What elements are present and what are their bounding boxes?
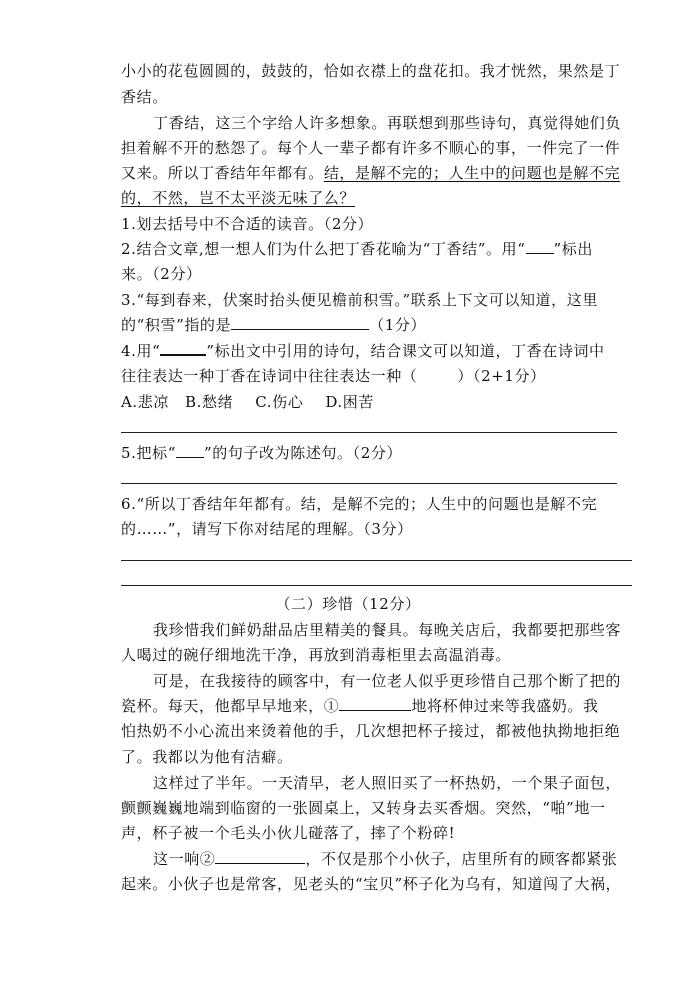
question-text: 2.结合文章,想一想人们为什么把丁香花喻为“丁香结”。用“ xyxy=(121,240,526,258)
passage-line: 小小的花苞圆圆的，鼓鼓的，恰如衣襟上的盘花扣。我才恍然，果然是丁 xyxy=(121,62,621,80)
question-text: 5.把标“ xyxy=(121,444,176,462)
passage-line xyxy=(153,846,673,872)
answer-line[interactable] xyxy=(121,560,632,561)
passage-line: 这样过了半年。一天清早，老人照旧买了一杯热奶，一个果子面包， xyxy=(153,774,622,792)
passage-line: 了。我都以为他有洁癖。 xyxy=(121,748,293,766)
answer-blank-2[interactable] xyxy=(215,847,305,864)
mark-symbol xyxy=(176,441,204,458)
question-4-cont xyxy=(121,363,641,389)
passage-line: 我珍惜我们鲜奶甜品店里精美的餐具。每晚关店后，我都要把那些客 xyxy=(153,621,622,639)
question-text: （1分） xyxy=(369,316,427,334)
question-text: 的“积雪”指的是 xyxy=(121,316,232,334)
option-d[interactable]: D.困苦 xyxy=(325,393,375,411)
underlined-sentence: 的，不然，岂不太平淡无味了么？ xyxy=(121,189,356,207)
passage-text: 瓷杯。每天，他都早早地来，① xyxy=(121,697,340,715)
question-1: 1.划去括号中不合适的读音。（2分） xyxy=(121,215,374,233)
option-c[interactable]: C.伤心 xyxy=(255,393,304,411)
answer-line[interactable] xyxy=(121,432,617,433)
underlined-sentence: 结，是解不完的；人生中的问题也是解不完 xyxy=(323,164,621,182)
question-text: ”的句子改为陈述句。（2分） xyxy=(203,444,403,462)
passage-line: 声，杯子被一个毛头小伙儿碰落了，摔了个粉碎! xyxy=(121,824,456,842)
passage-line: 起来。小伙子也是常客，见老头的“宝贝”杯子化为乌有，知道闯了大祸， xyxy=(121,875,622,893)
question-text: ”标出文中引用的诗句，结合课文可以知道，丁香在诗词中 xyxy=(206,342,605,360)
passage-line: 担着解不开的愁怨了。每个人一辈子都有许多不顺心的事，一件完了一件 xyxy=(121,139,621,157)
question-2-cont: 来。（2分） xyxy=(121,265,202,283)
section-title: （二）珍惜（12分） xyxy=(275,595,421,613)
passage-line: 丁香结，这三个字给人许多想象。再联想到那些诗句，真觉得她们负 xyxy=(153,114,622,132)
question-text: 往往表达一种丁香在诗词中往往表达一种（ xyxy=(121,367,418,385)
question-text: ”标出 xyxy=(553,240,593,258)
question-6: 6.“所以丁香结年年都有。结，是解不完的；人生中的问题也是解不完 xyxy=(121,495,598,513)
passage-text: 又来。所以丁香结年年都有。 xyxy=(121,164,324,182)
passage-text: ，不仅是那个小伙子，店里所有的顾客都紧张 xyxy=(305,850,618,868)
answer-line[interactable] xyxy=(121,585,632,586)
passage-line xyxy=(121,693,641,719)
passage-line: 怕热奶不小心流出来烫着他的手，几次想把杯子接过，都被他执拗地拒绝 xyxy=(121,722,621,740)
passage-line xyxy=(121,160,641,186)
question-3: 3.“每到春来，伏案时抬头便见檐前积雪。”联系上下文可以知道，这里 xyxy=(121,291,598,309)
passage-text: 地将杯伸过来等我盛奶。我 xyxy=(411,697,599,715)
question-4 xyxy=(121,338,641,364)
question-text: 4.用“ xyxy=(121,342,161,360)
mark-symbol xyxy=(526,237,554,254)
question-3-cont xyxy=(121,312,641,338)
question-6-cont: 的……”，请写下你对结尾的理解。（3分） xyxy=(121,520,413,538)
option-a[interactable]: A.悲凉 xyxy=(121,393,170,411)
passage-text: 这一响② xyxy=(153,850,216,868)
question-2 xyxy=(121,236,641,262)
passage-line xyxy=(121,185,641,211)
passage-line: 可是，在我接待的顾客中，有一位老人似乎更珍惜自己那个断了把的 xyxy=(153,672,622,690)
question-4-options xyxy=(121,389,641,415)
answer-blank-1[interactable] xyxy=(339,694,411,711)
passage-line: 人喝过的碗仔细地洗干净，再放到消毒柜里去高温消毒。 xyxy=(121,646,512,664)
mark-symbol xyxy=(160,338,206,356)
passage-line: 颤颤巍巍地端到临窗的一张圆桌上，又转身去买香烟。突然，“啪”地一 xyxy=(121,799,606,817)
answer-blank[interactable] xyxy=(231,313,369,330)
question-5 xyxy=(121,440,641,466)
question-text: ）（2+1分） xyxy=(457,367,546,385)
option-b[interactable]: B.愁绪 xyxy=(185,393,234,411)
answer-line[interactable] xyxy=(121,483,617,484)
passage-line: 香结。 xyxy=(121,88,168,106)
